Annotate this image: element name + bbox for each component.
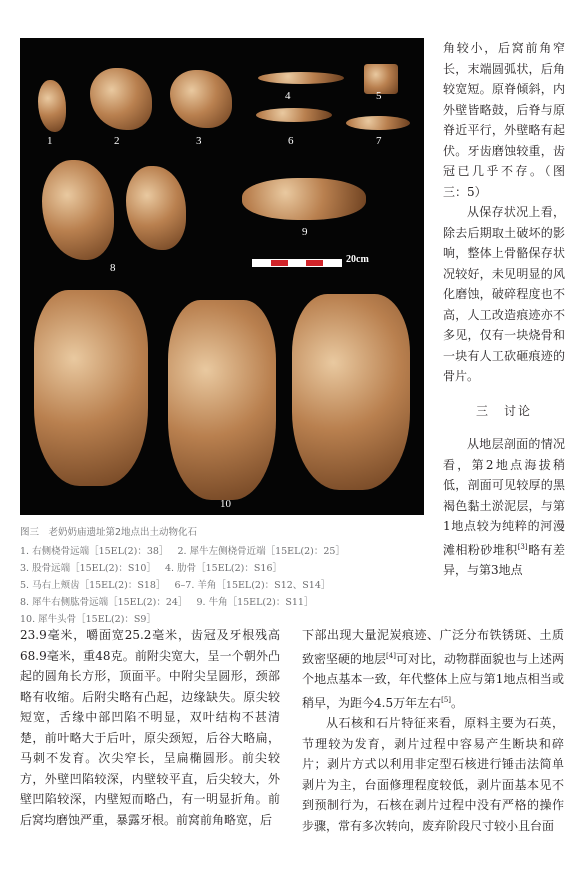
fossil-9-horn	[242, 178, 366, 220]
figure-number: 3	[196, 135, 202, 147]
citation-ref: [5]	[441, 695, 452, 704]
scale-label: 20cm	[346, 254, 369, 265]
caption-item: 1. 右侧桡骨远端［15EL(2)：38］	[20, 546, 169, 557]
caption-item: 4. 肋骨［15EL(2)：S16］	[165, 563, 282, 574]
figure-number: 1	[47, 135, 53, 147]
fossil-8-humerus-a	[42, 160, 114, 260]
paragraph-text: 略有差异，与第3地点	[443, 542, 565, 577]
paragraph-text: 下部出现大量泥炭痕迹、广泛分布铁锈斑、土质致密坚硬的地层	[302, 628, 564, 666]
caption-item: 9. 牛角［15EL(2)：S11］	[196, 597, 314, 608]
paragraph	[443, 434, 565, 581]
figure-number: 8	[110, 262, 116, 274]
figure-number: 2	[114, 135, 120, 147]
fossil-10-skull-view-b	[168, 300, 276, 500]
paragraph: 从保存状况上看，除去后期取土破坏的影响，整体上骨骼保存状况较好，未见明显的风化磨蚀，破碎程度也不高，人工改造痕迹亦不多见，仅有一块烧骨和一块有人工砍砸痕迹的骨片。	[443, 205, 565, 383]
fossil-6-horn	[256, 108, 332, 122]
figure-plate	[20, 38, 424, 515]
fossil-3-femur	[170, 70, 232, 128]
paragraph: 角较小，后窝前角窄长，末端圆弧状，后角较宽短。原脊倾斜，内外壁皆略鼓，后脊与原脊近平行，外壁略有起伏。牙齿磨蚀较重，齿冠已几乎不存。（图三：5）	[443, 41, 565, 199]
fossil-2-radius	[90, 68, 152, 130]
caption-item: 5. 马右上颊齿［15EL(2)：S18］	[20, 580, 166, 591]
caption-item: 8. 犀牛右侧肱骨远端［15EL(2)：24］	[20, 597, 188, 608]
caption-item: 6–7. 羊角［15EL(2)：S12、S14］	[174, 580, 331, 591]
figure-number: 6	[288, 135, 294, 147]
paragraph-text: 可对比，动物群面貌也与上述两个地点基本一致，年代整体上应与第1地点相当或稍早，为距今4.5万年左右	[302, 651, 564, 710]
figure-number: 7	[376, 135, 382, 147]
paragraph	[302, 625, 564, 713]
paragraph: 从石核和石片特征来看，原料主要为石英，节理较为发育，剥片过程中容易产生断块和碎片；剥片方式以利用非定型石核进行锤击法简单剥片为主，台面修理程度较低，剥片面基本见不到预制行为，石核在剥片过程中没有严格的操作步骤，常有多次转向，废弃阶段尺寸较小且台面	[302, 716, 564, 833]
caption-item: 2. 犀牛左侧桡骨近端［15EL(2)：25］	[177, 546, 345, 557]
figure-caption-list	[20, 543, 424, 628]
section-heading: 三 讨论	[475, 403, 532, 418]
right-column-text	[443, 38, 565, 581]
fossil-1-radius	[38, 80, 66, 132]
right-bottom-text	[302, 625, 564, 836]
figure-caption-title: 图三 老奶奶庙遗址第2地点出土动物化石	[20, 527, 198, 538]
figure-number: 9	[302, 226, 308, 238]
citation-ref: [4]	[386, 651, 396, 660]
figure-number: 5	[376, 90, 382, 102]
fossil-7-horn	[346, 116, 410, 130]
fossil-10-skull-view-a	[34, 290, 148, 486]
paragraph-text: 从地层剖面的情况看，第2地点海拔稍低，剖面可见较厚的黑褐色黏土淤泥层，与第1地点较为纯粹的河漫滩相粉砂堆积	[443, 437, 565, 557]
citation-ref: [3]	[517, 542, 528, 551]
caption-item: 10. 犀牛头骨［15EL(2)：S9］	[20, 614, 156, 625]
fossil-10-skull-view-c	[292, 294, 410, 490]
paragraph: 23.9毫米，嚼面宽25.2毫米，齿冠及牙根残高68.9毫米，重48克。前附尖宽大，呈一个朝外凸起的圆角长方形，顶面平。中附尖呈圆形，颈部略有收缩。后附尖略有凸起，边缘缺失。原尖较短宽，舌缘中部凹陷不明显，双叶结构不甚清楚，前叶略大于后叶，原尖颈短，后谷大略扁，马刺不发育。次尖窄长，呈扁椭圆形。前尖较方，外壁凹陷较深，内壁较平直，后尖较大，外壁凹陷较深，内壁短而略凸，有一明显折角。前后窝均磨蚀严重，暴露牙根。前窝前角略宽，后	[20, 628, 280, 827]
figure-number: 10	[220, 498, 231, 510]
fossil-8-humerus-b	[126, 166, 186, 250]
paragraph-text: 。	[451, 695, 464, 710]
figure-number: 4	[285, 90, 291, 102]
fossil-4-rib	[258, 72, 344, 84]
scale-bar	[252, 259, 342, 267]
caption-item: 3. 股骨远端［15EL(2)：S10］	[20, 563, 156, 574]
left-column-text	[20, 625, 280, 830]
